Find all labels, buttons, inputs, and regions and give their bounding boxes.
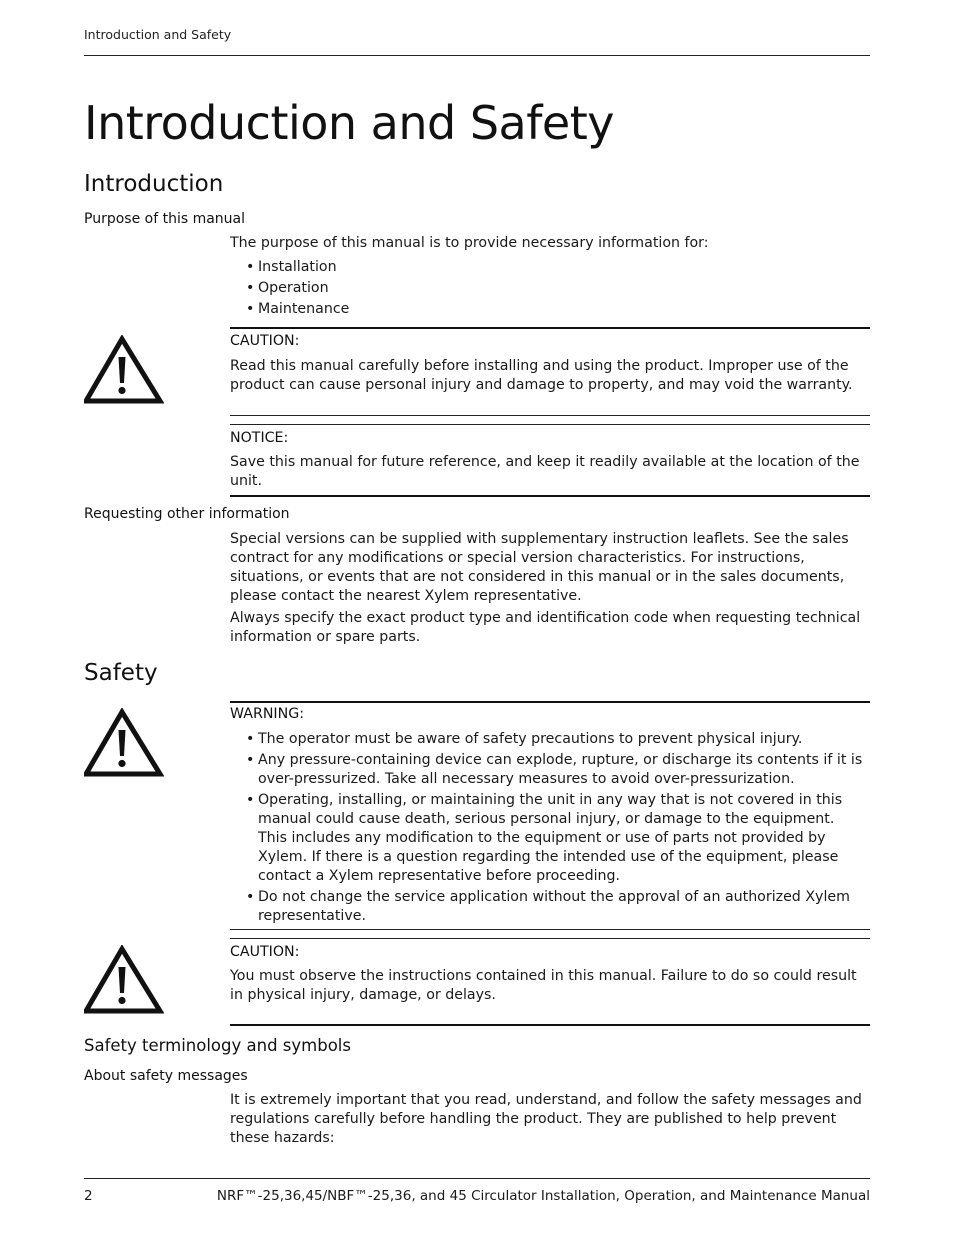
purpose-list xyxy=(230,258,866,319)
caution-2-label: CAUTION: xyxy=(230,944,300,960)
purpose-heading: Purpose of this manual xyxy=(84,211,246,227)
requesting-para-2: Always specify the exact product type and identification code when requesting technical information or spare parts. xyxy=(230,610,861,645)
caution-label: CAUTION: xyxy=(230,333,300,349)
list-item: • Maintenance xyxy=(230,300,866,319)
terminology-heading: Safety terminology and symbols xyxy=(84,1036,351,1055)
list-item: • The operator must be aware of safety precautions to prevent physical injury. xyxy=(230,730,866,749)
warning-triangle-icon xyxy=(84,945,164,1015)
about-safety-messages-heading: About safety messages xyxy=(84,1068,248,1084)
warning-triangle-icon xyxy=(84,708,164,778)
caution-2-bottom-rule xyxy=(230,1024,870,1026)
notice-top-rule xyxy=(230,424,870,425)
about-safety-messages-text: It is extremely important that you read, understand, and follow the safety messages and regulations carefully before handling the product. They are published to help prevent these hazards: xyxy=(230,1092,862,1146)
list-item: • Operating, installing, or maintaining the unit in any way that is not covered in this manual could cause death, serious personal injury, or damage to the equipment. This includes any modification to the equipment or use of parts not provided by Xylem. If there is a question regarding the intended use of the equipment, please contact a Xylem representative before proceeding. xyxy=(230,791,866,886)
requesting-para-1: Special versions can be supplied with supplementary instruction leaflets. See the sales contract for any modifications or special version characteristics. For instructions, situations, or events that are not considered in this manual or in the sales documents, please contact the nearest Xylem representative. xyxy=(230,531,849,604)
header-divider xyxy=(84,55,870,56)
list-item: • Installation xyxy=(230,258,866,277)
caution-bottom-rule xyxy=(230,415,870,416)
caution-top-rule xyxy=(230,327,870,329)
footer-doc-title: NRF™-25,36,45/NBF™-25,36, and 45 Circulator Installation, Operation, and Maintenance Manual xyxy=(216,1188,870,1204)
warning-triangle-icon xyxy=(84,335,164,405)
page-title: Introduction and Safety xyxy=(84,96,614,150)
notice-label: NOTICE: xyxy=(230,430,289,446)
notice-bottom-rule xyxy=(230,495,870,497)
list-item: • Do not change the service application without the approval of an authorized Xylem representative. xyxy=(230,888,866,926)
safety-heading: Safety xyxy=(84,660,158,686)
caution-2-top-rule xyxy=(230,938,870,939)
running-header: Introduction and Safety xyxy=(84,27,232,42)
warning-bottom-rule xyxy=(230,929,870,930)
warning-top-rule xyxy=(230,701,870,703)
caution-2-text: You must observe the instructions contained in this manual. Failure to do so could result in physical injury, damage, or delays. xyxy=(230,968,857,1003)
purpose-text: The purpose of this manual is to provide necessary information for: xyxy=(230,235,709,251)
page-number: 2 xyxy=(84,1188,93,1204)
requesting-heading: Requesting other information xyxy=(84,506,290,522)
notice-text: Save this manual for future reference, and keep it readily available at the location of the unit. xyxy=(230,454,860,489)
warning-label: WARNING: xyxy=(230,706,304,722)
list-item: • Operation xyxy=(230,279,866,298)
footer-divider xyxy=(84,1178,870,1179)
list-item: • Any pressure-containing device can explode, rupture, or discharge its contents if it is over-pressurized. Take all necessary measures to avoid over-pressurization. xyxy=(230,751,866,789)
caution-text: Read this manual carefully before installing and using the product. Improper use of the product can cause personal injury and damage to property, and may void the warranty. xyxy=(230,358,853,393)
introduction-heading: Introduction xyxy=(84,171,224,197)
warning-list xyxy=(230,730,866,926)
